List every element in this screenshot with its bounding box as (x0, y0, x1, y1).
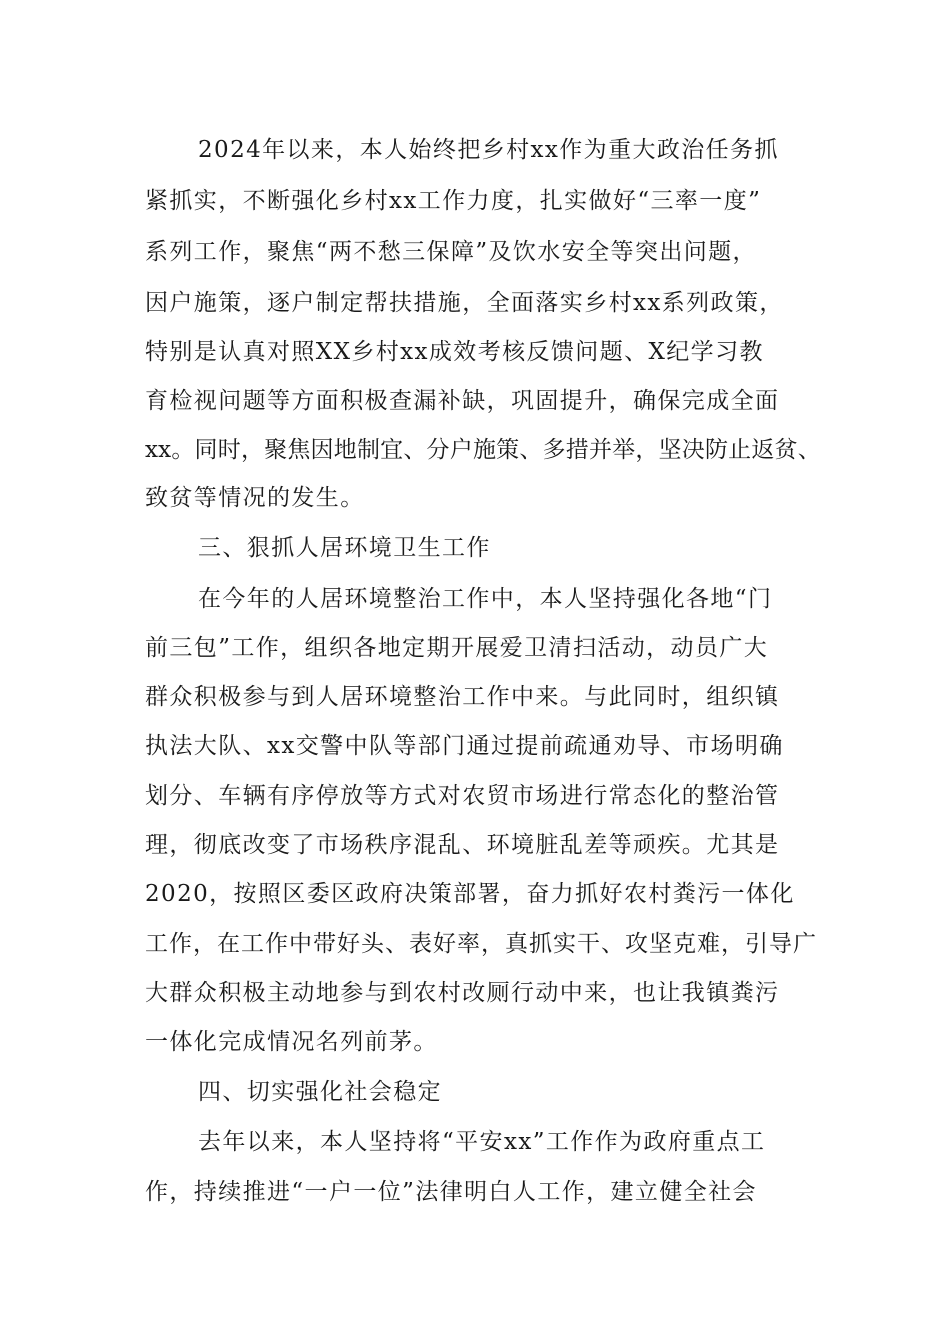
section-heading: 四、切实强化社会稳定 (198, 1079, 442, 1105)
paragraph-line: 大群众积极主动地参与到农村改厕行动中来，也让我镇粪污 (145, 980, 780, 1006)
paragraph-line: 系列工作，聚焦“两不愁三保障”及饮水安全等突出问题， (145, 239, 757, 265)
paragraph-line: 工作，在工作中带好头、表好率，真抓实干、攻坚克难，引导广 (145, 931, 817, 957)
paragraph-line: 群众积极参与到人居环境整治工作中来。与此同时，组织镇 (145, 684, 780, 710)
paragraph-line: 作，持续推进“一户一位”法律明白人工作，建立健全社会 (145, 1179, 757, 1205)
paragraph-line: 划分、车辆有序停放等方式对农贸市场进行常态化的整治管 (145, 783, 780, 809)
paragraph-line: 去年以来，本人坚持将“平安xx”工作作为政府重点工 (198, 1129, 766, 1155)
paragraph-line: 育检视问题等方面积极查漏补缺，巩固提升，确保完成全面 (145, 388, 780, 414)
paragraph-line: 因户施策，逐户制定帮扶措施，全面落实乡村xx系列政策， (145, 290, 784, 316)
paragraph-line: 在今年的人居环境整治工作中，本人坚持强化各地“门 (198, 586, 773, 612)
paragraph-line: 2020，按照区委区政府决策部署，奋力抓好农村粪污一体化 (145, 881, 795, 907)
section-heading: 三、狠抓人居环境卫生工作 (198, 535, 491, 561)
paragraph-line: 特别是认真对照XX乡村xx成效考核反馈问题、X纪学习教 (145, 339, 764, 365)
paragraph-line: 执法大队、xx交警中队等部门通过提前疏通劝导、市场明确 (145, 733, 784, 759)
paragraph-line: 2024年以来，本人始终把乡村xx作为重大政治任务抓 (198, 137, 779, 163)
paragraph-line: 致贫等情况的发生。 (145, 485, 365, 511)
paragraph-line: 紧抓实，不断强化乡村xx工作力度，扎实做好“三率一度” (145, 188, 762, 214)
paragraph-line: xx。同时，聚焦因地制宜、分户施策、多措并举，坚决防止返贫、 (145, 437, 821, 463)
paragraph-line: 一体化完成情况名列前茅。 (145, 1029, 438, 1055)
paragraph-line: 前三包”工作，组织各地定期开展爱卫清扫活动，动员广大 (145, 635, 769, 661)
paragraph-line: 理，彻底改变了市场秩序混乱、环境脏乱差等顽疾。尤其是 (145, 832, 780, 858)
